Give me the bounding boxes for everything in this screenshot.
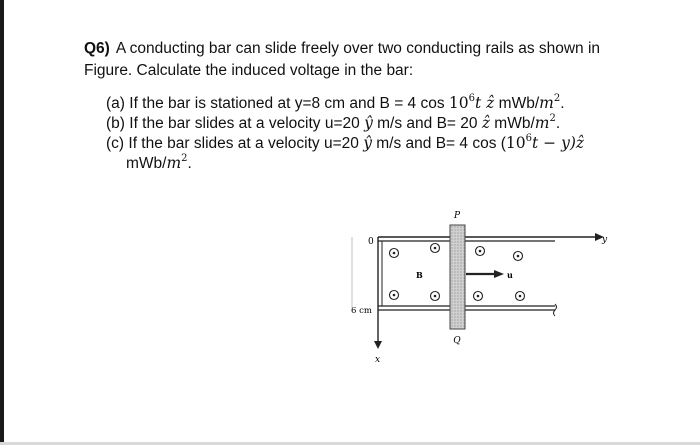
- part-c-unit-sup: 2: [181, 153, 188, 164]
- field-dot-icon: [476, 247, 485, 256]
- part-c-unit-text: mWb/: [126, 155, 167, 172]
- x-axis-line: [374, 237, 382, 349]
- bottom-rail: [378, 304, 557, 316]
- part-c-line-2: [126, 153, 192, 173]
- part-b-math-1: ŷ: [364, 114, 373, 132]
- part-c-math-3: t − y)ẑ: [532, 134, 585, 152]
- label-x: x: [375, 355, 381, 365]
- question-intro-2: Figure. Calculate the induced voltage in the bar:: [84, 62, 414, 79]
- part-b-text-2: m/s and B= 20: [372, 115, 482, 132]
- part-c-unit-math: m: [166, 154, 182, 172]
- label-u: u: [507, 270, 513, 280]
- part-c-math-1: ŷ: [363, 134, 372, 152]
- top-rail: [378, 233, 604, 241]
- part-a: [106, 93, 565, 113]
- part-c-sup-1: 6: [525, 133, 533, 144]
- part-c-unit-end: .: [187, 155, 192, 172]
- part-b-math-3: m: [534, 114, 550, 132]
- part-a-text-2: mWb/: [494, 95, 540, 112]
- part-a-math-3: m: [539, 94, 554, 112]
- part-a-math-1: 10: [448, 94, 469, 112]
- part-c-math-2: 10: [505, 134, 526, 152]
- label-p: P: [453, 211, 461, 221]
- sliding-bar: [450, 225, 465, 329]
- part-a-sup-2: 2: [553, 93, 561, 104]
- field-dot-icon: [390, 291, 399, 300]
- question-number: Q6): [84, 40, 110, 57]
- label-q: Q: [453, 336, 461, 346]
- left-frame-edge: [0, 0, 4, 445]
- label-y: y: [602, 235, 608, 245]
- x-axis-arrowhead: [374, 341, 382, 349]
- rail-bar-figure: [340, 205, 620, 365]
- part-b: [106, 113, 560, 133]
- part-a-sup-1: 6: [468, 93, 476, 104]
- field-dot-icon: [431, 292, 440, 301]
- part-b-sup-1: 2: [549, 113, 556, 124]
- part-c: [106, 133, 584, 153]
- part-b-text-3: mWb/: [490, 115, 535, 132]
- label-zero: 0: [368, 237, 374, 247]
- part-b-text-4: .: [555, 115, 561, 132]
- part-a-text-1: If the bar is stationed at y=8 cm and B = 4 cos: [129, 95, 449, 112]
- field-dot-icon: [514, 252, 523, 261]
- field-dot-icon: [474, 292, 483, 301]
- field-dot-icon: [431, 244, 440, 253]
- part-a-text-3: .: [560, 95, 565, 112]
- part-c-label: (c): [106, 135, 125, 152]
- part-b-text-1: If the bar slides at a velocity u=20: [129, 115, 365, 132]
- question-line-1: [84, 40, 600, 58]
- part-a-math-2: t ẑ: [475, 94, 495, 112]
- label-6cm: 6 cm: [351, 306, 372, 316]
- label-b: B: [416, 270, 423, 280]
- part-c-text-2: m/s and B= 4 cos (: [371, 135, 506, 152]
- part-b-math-2: ẑ: [481, 114, 490, 132]
- part-c-text-1: If the bar slides at a velocity u=20: [128, 135, 364, 152]
- part-b-label: (b): [106, 115, 125, 132]
- field-dot-icon: [390, 249, 399, 258]
- field-dot-icon: [516, 292, 525, 301]
- question-line-2: [84, 62, 413, 80]
- part-a-label: (a): [106, 95, 125, 112]
- question-intro-1: A conducting bar can slide freely over two conducting rails as shown in: [115, 40, 601, 57]
- velocity-arrow-icon: [466, 270, 504, 278]
